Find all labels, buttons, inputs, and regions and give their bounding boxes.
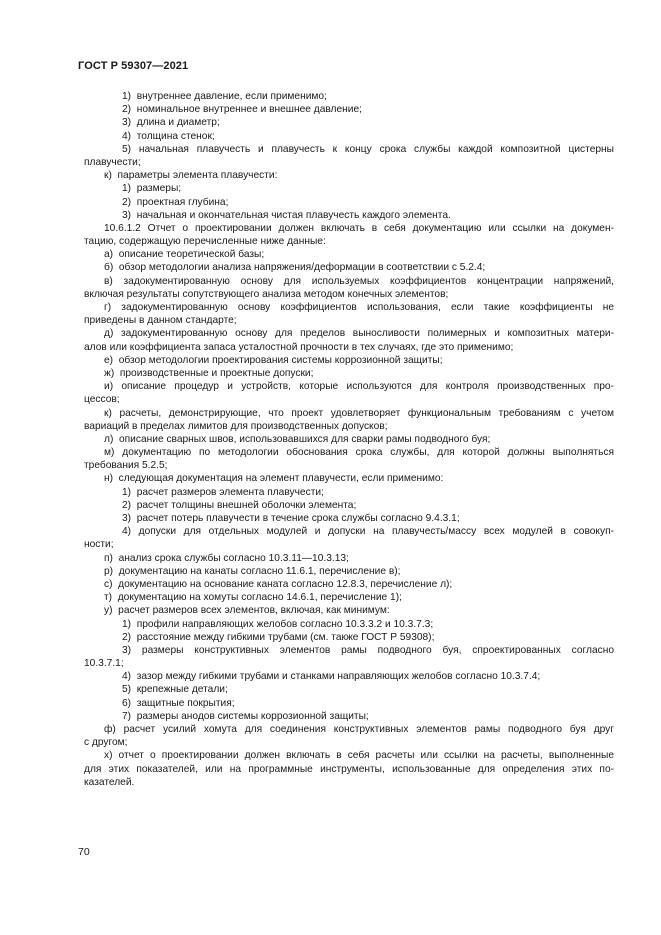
text-line: к) расчеты, демонстрирующие, что проект удовлетворяет функциональным требованиям с учетом — [104, 407, 614, 419]
text-line: п) анализ срока службы согласно 10.3.11—10.3.13; — [104, 552, 349, 564]
text-line: д) задокументированную основу для пределов выносливости полимерных и композитных матери- — [104, 328, 614, 340]
text-line: 10.3.7.1; — [84, 658, 124, 670]
text-line: 3) начальная и окончательная чистая плавучесть каждого элемента. — [122, 209, 451, 221]
page-number: 70 — [78, 846, 90, 858]
text-line: цессов; — [84, 394, 120, 406]
text-line: 3) размеры конструктивных элементов рамы подводного буя, спроектированных согласно — [122, 644, 614, 656]
text-line: 1) внутреннее давление, если применимо; — [122, 91, 327, 102]
text-line: 7) размеры анодов системы коррозионной защиты; — [122, 710, 369, 722]
text-line: б) обзор методологии анализа напряжения/деформации в соответствии с 5.2.4; — [104, 262, 486, 274]
text-line: и) описание процедур и устройств, которые используются для контроля производственных про- — [104, 381, 614, 393]
text-line: приведены в данном стандарте; — [84, 315, 237, 327]
text-line: 3) расчет потерь плавучести в течение срока службы согласно 9.4.3.1; — [122, 513, 460, 524]
text-line: с) документацию на основание каната согласно 12.8.3, перечисление л); — [104, 578, 453, 590]
text-line: вариаций в пределах лимитов для производственных допусков; — [84, 420, 388, 432]
text-line: алов или коэффициента запаса усталостной прочности в тех случаях, где это применимо; — [84, 341, 514, 353]
text-line: 4) допуски для отдельных модулей и допуски на плавучесть/массу всех модулей в совокуп- — [122, 526, 614, 538]
text-line: ф) расчет усилий хомута для соединения конструктивных элементов рамы подводного буя друг — [104, 724, 614, 735]
text-line: н) следующая документация на элемент плавучести, если применимо: — [104, 473, 444, 485]
text-line: у) расчет размеров всех элементов, включая, как минимум: — [104, 605, 390, 617]
text-line: ж) производственные и проектные допуски; — [104, 367, 314, 379]
text-line: 6) защитные покрытия; — [122, 697, 235, 709]
text-line: плавучести; — [84, 156, 141, 168]
text-line: 4) толщина стенок; — [122, 130, 215, 142]
text-line: ности; — [84, 539, 114, 551]
text-line: в) задокументированную основу для используемых коэффициентов концентрации напряжений, — [104, 275, 614, 287]
text-line: 1) расчет размеров элемента плавучести; — [122, 486, 324, 498]
text-line: х) отчет о проектировании должен включать в себя расчеты или ссылки на расчеты, выполненные — [104, 750, 614, 762]
text-line: р) документацию на канаты согласно 11.6.1, перечисление в); — [104, 565, 401, 577]
text-line: 2) расчет толщины внешней оболочки элемента; — [122, 499, 357, 511]
text-line: 4) зазор между гибкими трубами и станками направляющих желобов согласно 10.3.7.4; — [122, 671, 541, 683]
text-line: л) описание сварных швов, использовавшихся для сварки рамы подводного буя; — [104, 433, 491, 445]
text-line: е) обзор методологии проектирования системы коррозионной защиты; — [104, 354, 443, 366]
text-line: 1) размеры; — [122, 183, 182, 195]
text-line: к) параметры элемента плавучести: — [104, 170, 278, 182]
document-body — [84, 90, 614, 789]
text-line: тацию, содержащую перечисленные ниже данные: — [84, 236, 326, 248]
text-line: требования 5.2.5; — [84, 460, 168, 472]
text-line: 5) начальная плавучесть и плавучесть к концу срока службы каждой композитной цистерны — [122, 143, 614, 155]
text-line: м) документацию по методологии обоснования срока службы, для которой должны выполняться — [104, 447, 614, 459]
text-line: включая результаты сопутствующего анализа методом конечных элементов; — [84, 288, 449, 300]
text-line: 2) номинальное внутреннее и внешнее давление; — [122, 104, 362, 116]
text-line: 1) профили направляющих желобов согласно 10.3.3.2 и 10.3.7.3; — [122, 618, 434, 630]
text-line: 10.6.1.2 Отчет о проектировании должен включать в себя документацию или ссылки на докумен- — [104, 222, 614, 234]
text-line: 3) длина и диаметр; — [122, 117, 220, 129]
document-header: ГОСТ Р 59307—2021 — [78, 60, 189, 72]
text-line: 2) проектная глубина; — [122, 196, 229, 208]
text-line: для этих показателей, или на программные инструменты, использованные для определения этих по- — [84, 763, 614, 775]
text-line: с другом; — [84, 737, 128, 749]
text-line: а) описание теоретической базы; — [104, 249, 265, 261]
text-line: казателей. — [84, 776, 135, 788]
text-line: т) документацию на хомуты согласно 14.6.1, перечисление 1); — [104, 592, 402, 604]
text-line: г) задокументированную основу коэффициентов использования, если такие коэффициенты не — [104, 302, 614, 313]
text-line: 2) расстояние между гибкими трубами (см. также ГОСТ Р 59308); — [122, 631, 435, 643]
text-line: 5) крепежные детали; — [122, 684, 228, 696]
